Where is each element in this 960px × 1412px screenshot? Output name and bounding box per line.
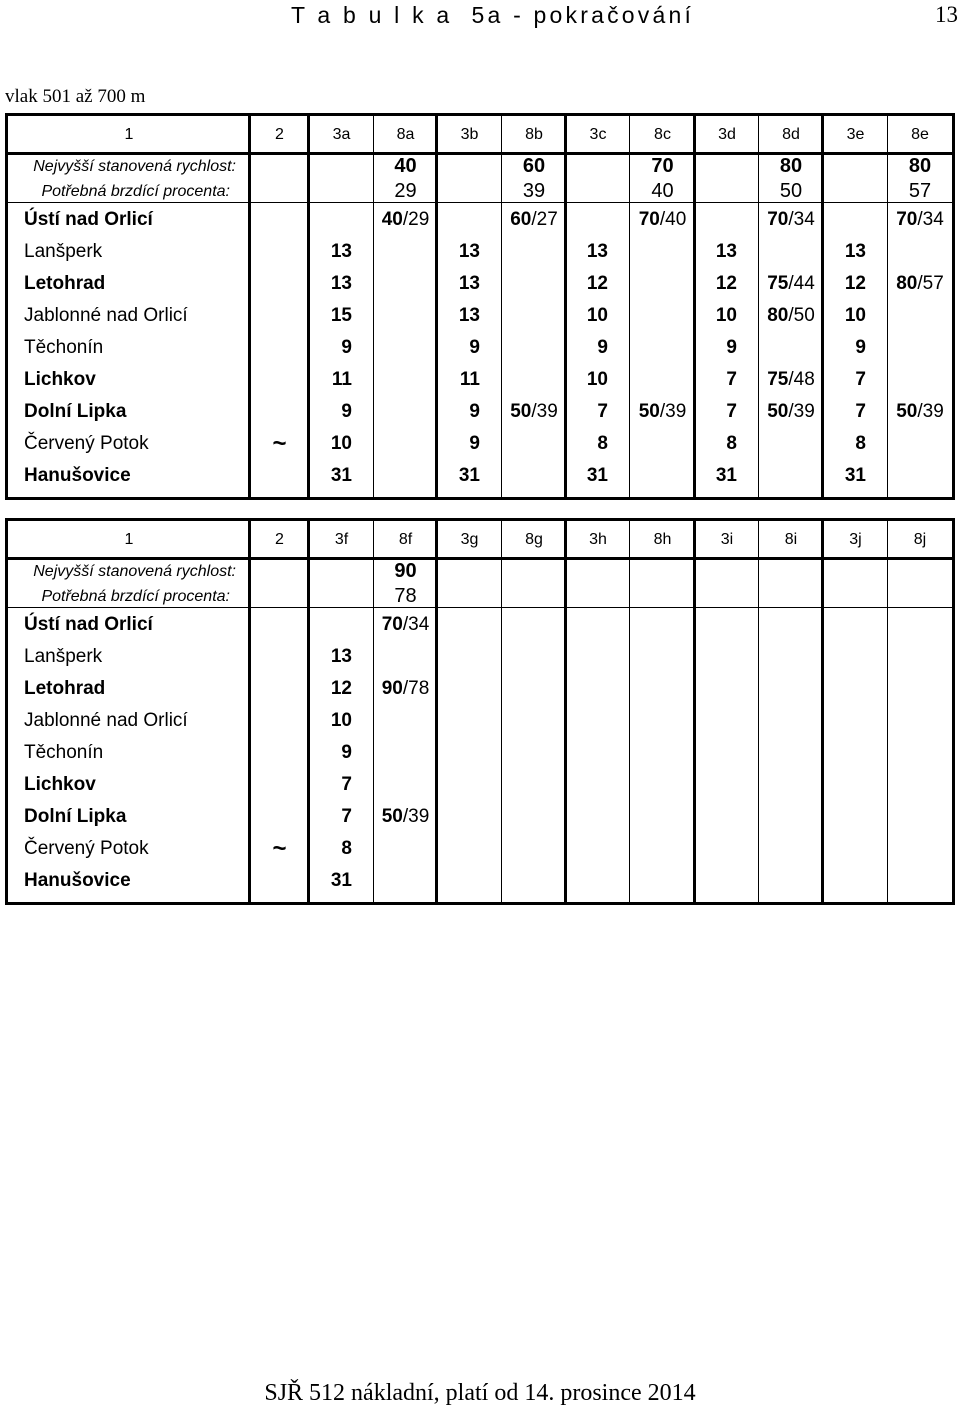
timing-value: 13 [458, 241, 480, 262]
tilde-mark: ~ [272, 835, 287, 862]
column-header: 1 [124, 531, 134, 548]
column-header: 3c [589, 126, 607, 143]
timing-value: 13 [458, 305, 480, 326]
timing-value: 10 [330, 710, 352, 731]
speed-brake-pair [374, 801, 437, 833]
brake-part: /40 [659, 209, 687, 230]
speed-brake-pair [374, 673, 437, 705]
speed-part: 50 [638, 401, 660, 422]
speed-part: 80 [896, 273, 918, 294]
station-name: Hanušovice [24, 465, 131, 486]
timing-value: 10 [715, 305, 737, 326]
speed-brake-pair [759, 268, 823, 300]
speed-brake-pair [630, 396, 695, 428]
timing-value: 8 [726, 433, 737, 454]
brake-percent-value [630, 584, 695, 609]
speed-brake-pair [888, 268, 952, 300]
brake-part: /39 [659, 401, 687, 422]
brake-percent-value: 57 [908, 180, 932, 202]
brake-part: /39 [531, 401, 558, 422]
timing-value: 9 [469, 433, 480, 454]
station-name: Lanšperk [24, 646, 103, 667]
timing-value: 8 [855, 433, 866, 454]
speed-part: 70 [896, 209, 918, 230]
timing-value: 9 [597, 337, 608, 358]
column-header: 2 [275, 531, 284, 548]
brake-part: /34 [402, 614, 430, 635]
timing-value: 12 [844, 273, 866, 294]
timing-value: 12 [330, 678, 352, 699]
column-header: 8c [654, 126, 671, 143]
brake-part: /78 [402, 678, 430, 699]
timing-value: 7 [726, 401, 737, 422]
brake-percent-value [502, 584, 566, 609]
timing-value: 7 [855, 401, 866, 422]
speed-part: 75 [767, 369, 789, 390]
timing-value: 31 [715, 465, 737, 486]
tilde-mark: ~ [272, 430, 287, 457]
speed-brake-pair [374, 609, 437, 641]
timing-value: 9 [855, 337, 866, 358]
speed-label: Nejvyšší stanovená rychlost: [33, 563, 236, 580]
max-speed-value [888, 559, 952, 584]
timing-value: 13 [330, 646, 352, 667]
speed-brake-pair [888, 204, 952, 236]
station-name: Červený Potok [24, 433, 149, 454]
brake-part: /39 [788, 401, 815, 422]
column-header: 3j [849, 531, 862, 548]
speed-part: 50 [381, 806, 403, 827]
brake-percent-label: Potřebná brzdící procenta: [41, 183, 230, 200]
timing-value: 31 [330, 465, 352, 486]
timing-value: 12 [715, 273, 737, 294]
timing-value: 10 [844, 305, 866, 326]
timing-value: 9 [341, 401, 352, 422]
timing-value: 8 [597, 433, 608, 454]
brake-percent-value [759, 584, 823, 609]
brake-part: /34 [788, 209, 815, 230]
column-header: 3e [846, 126, 865, 143]
max-speed-value [502, 559, 566, 584]
station-name: Těchonín [24, 742, 104, 763]
brake-part: /50 [788, 305, 815, 326]
speed-part: 70 [638, 209, 660, 230]
column-header: 8j [913, 531, 927, 548]
station-name: Lichkov [24, 369, 96, 390]
timing-value: 7 [726, 369, 737, 390]
station-name: Jablonné nad Orlicí [24, 710, 188, 731]
speed-brake-pair [374, 204, 437, 236]
column-header: 2 [275, 126, 284, 143]
table-subtitle: vlak 501 až 700 m [5, 86, 146, 107]
timing-value: 10 [330, 433, 352, 454]
column-header: 3d [718, 126, 736, 143]
brake-percent-value: 40 [651, 180, 674, 202]
timing-value: 13 [458, 273, 480, 294]
station-name: Dolní Lipka [24, 806, 127, 827]
speed-part: 90 [381, 678, 403, 699]
brake-part: /27 [531, 209, 558, 230]
timing-value: 13 [715, 241, 737, 262]
column-header: 1 [124, 126, 134, 143]
timing-value: 31 [844, 465, 866, 486]
brake-percent-value: 39 [522, 180, 546, 202]
max-speed-value: 40 [394, 155, 417, 177]
timing-value: 9 [469, 337, 480, 358]
brake-percent-value [888, 584, 952, 609]
column-header: 3g [460, 531, 479, 548]
speed-part: 75 [767, 273, 789, 294]
timing-value: 7 [597, 401, 608, 422]
max-speed-value: 70 [651, 155, 674, 177]
timing-value: 8 [341, 838, 352, 859]
speed-brake-pair [502, 204, 566, 236]
timing-value: 9 [469, 401, 480, 422]
speed-brake-pair [759, 364, 823, 396]
brake-part: /34 [917, 209, 944, 230]
column-header: 8e [911, 126, 929, 143]
speed-part: 50 [510, 401, 532, 422]
speed-brake-pair [630, 204, 695, 236]
station-name: Červený Potok [24, 838, 149, 859]
brake-part: /57 [917, 273, 944, 294]
speed-label: Nejvyšší stanovená rychlost: [33, 158, 236, 175]
column-header: 3f [334, 531, 349, 548]
timing-value: 13 [330, 241, 352, 262]
station-name: Dolní Lipka [24, 401, 127, 422]
timing-value: 11 [459, 369, 480, 390]
timing-value: 15 [330, 305, 352, 326]
column-header: 3a [332, 126, 351, 143]
speed-part: 40 [381, 209, 403, 230]
speed-brake-pair [759, 204, 823, 236]
timing-value: 10 [586, 369, 608, 390]
brake-part: /48 [788, 369, 815, 390]
max-speed-value: 80 [779, 155, 803, 177]
brake-part: /39 [917, 401, 944, 422]
timing-value: 31 [330, 870, 352, 891]
timing-value: 13 [586, 241, 608, 262]
speed-part: 60 [510, 209, 532, 230]
page-number: 13 [935, 2, 958, 27]
timing-value: 9 [341, 337, 352, 358]
timing-value: 12 [586, 273, 608, 294]
timing-value: 7 [341, 774, 352, 795]
timing-value: 13 [844, 241, 866, 262]
speed-part: 50 [767, 401, 789, 422]
brake-part: /29 [402, 209, 430, 230]
speed-brake-pair [759, 396, 823, 428]
timing-value: 7 [855, 369, 866, 390]
timing-value: 31 [458, 465, 480, 486]
column-header: 3b [460, 126, 479, 143]
column-header: 8i [784, 531, 798, 548]
timing-value: 7 [341, 806, 352, 827]
station-name: Těchonín [24, 337, 104, 358]
column-header: 8d [782, 126, 800, 143]
brake-percent-value: 29 [394, 180, 417, 202]
speed-part: 70 [381, 614, 403, 635]
timing-value: 31 [586, 465, 608, 486]
timetable-table-2 [5, 518, 955, 905]
column-header: 3h [589, 531, 607, 548]
timing-value: 13 [330, 273, 352, 294]
column-header: 8a [396, 126, 415, 143]
page-footer: SJŘ 512 nákladní, platí od 14. prosince 2014 [264, 1380, 696, 1406]
max-speed-value: 90 [394, 560, 417, 582]
station-name: Ústí nad Orlicí [24, 614, 153, 635]
speed-brake-pair [759, 300, 823, 332]
column-header: 8h [653, 531, 672, 548]
brake-percent-label: Potřebná brzdící procenta: [41, 588, 230, 605]
station-name: Lanšperk [24, 241, 103, 262]
station-name: Hanušovice [24, 870, 131, 891]
timing-value: 9 [726, 337, 737, 358]
timetable-table-1 [5, 113, 955, 500]
station-name: Letohrad [24, 678, 106, 699]
timing-value: 10 [586, 305, 608, 326]
timing-value: 11 [331, 369, 352, 390]
speed-part: 80 [767, 305, 789, 326]
max-speed-value: 60 [522, 155, 546, 177]
brake-percent-value: 78 [394, 585, 417, 607]
speed-brake-pair [888, 396, 952, 428]
station-name: Ústí nad Orlicí [24, 209, 153, 230]
timing-value: 9 [341, 742, 352, 763]
speed-brake-pair [502, 396, 566, 428]
column-header: 8g [525, 531, 543, 548]
speed-part: 70 [767, 209, 789, 230]
brake-part: /44 [788, 273, 815, 294]
page-title: T a b u l k a 5a - pokračování [291, 2, 695, 28]
column-header: 3i [720, 531, 734, 548]
brake-percent-value: 50 [779, 180, 803, 202]
max-speed-value [759, 559, 823, 584]
station-name: Letohrad [24, 273, 106, 294]
max-speed-value [630, 559, 695, 584]
brake-part: /39 [402, 806, 430, 827]
max-speed-value: 80 [908, 155, 932, 177]
station-name: Jablonné nad Orlicí [24, 305, 188, 326]
speed-part: 50 [896, 401, 918, 422]
column-header: 8f [398, 531, 413, 548]
station-name: Lichkov [24, 774, 96, 795]
column-header: 8b [525, 126, 543, 143]
